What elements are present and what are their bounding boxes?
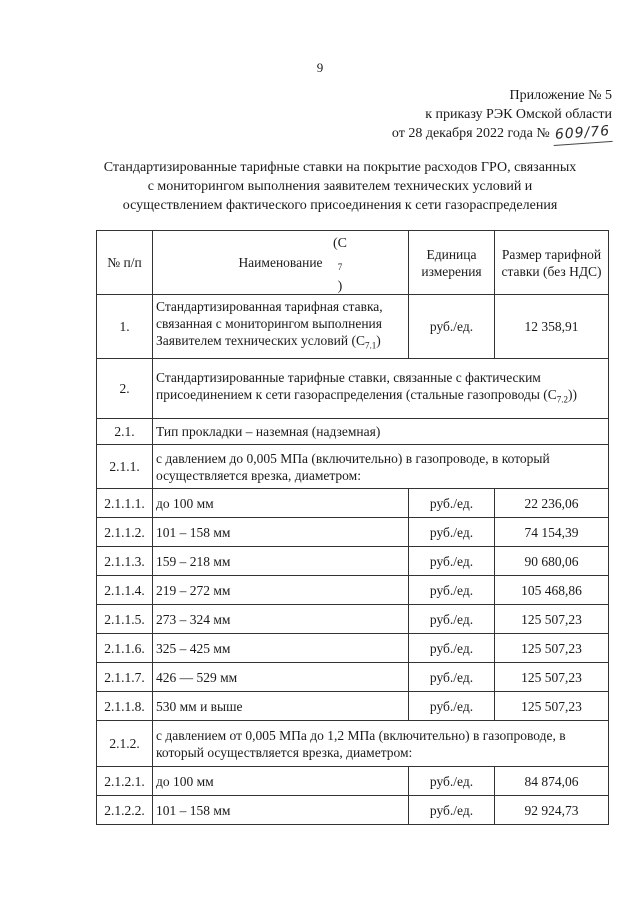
row-name-text: Стандартизированные тарифные ставки, связанные с фактическим присоединением к сети газораспределения (стальные газопроводы [156,369,541,402]
table-row [97,634,609,663]
row-name: Тип прокладки – наземная (надземная) [153,419,609,445]
table-row [97,721,609,767]
title-line-1: Стандартизированные тарифные ставки на покрытие расходов ГРО, связанных [103,160,577,175]
table-row [97,576,609,605]
page-number: 9 [316,60,324,75]
row-num: 2.1.2.2. [97,796,153,825]
appendix-line-2: к приказу РЭК Омской области [425,107,612,122]
row-name: 325 – 425 мм [153,634,409,663]
row-num: 2. [97,359,153,419]
row-num: 2.1.1.6. [97,634,153,663]
row-symbol-sub: 7.1 [364,340,377,351]
appendix-line-1: Приложение № 5 [509,88,612,103]
row-symbol-close: ) [376,333,381,349]
row-value: 125 507,23 [495,634,609,663]
row-name: 159 – 218 мм [153,547,409,576]
row-name-text: Стандартизированная тарифная ставка, связанная с мониторингом выполнения Заявителем технических условий [156,299,383,349]
table-row [97,692,609,721]
title-symbol-close: ) [337,278,343,294]
table-row [97,359,609,419]
row-value: 22 236,06 [495,489,609,518]
table-row [97,767,609,796]
table-row [97,419,609,445]
row-unit: руб./ед. [409,295,495,359]
order-number-handwritten: 609/76 [552,122,613,146]
row-value: 125 507,23 [495,663,609,692]
row-num: 2.1.1.5. [97,605,153,634]
title-symbol: (С [333,236,347,251]
table-row [97,489,609,518]
row-name: с давлением от 0,005 МПа до 1,2 МПа (включительно) в газопроводе, в который осуществляется врезка, диаметром: [153,721,609,767]
table-row [97,445,609,489]
table-row [97,547,609,576]
row-unit: руб./ед. [409,692,495,721]
row-symbol-close: )) [568,386,578,402]
table-row [97,796,609,825]
appendix-line-3 [392,124,612,144]
row-value: 125 507,23 [495,605,609,634]
table-row [97,295,609,359]
row-symbol-sub: 7.2 [556,394,569,405]
header-value: Размер тарифной ставки (без НДС) [495,231,609,295]
table-row [97,605,609,634]
row-num: 2.1.1.4. [97,576,153,605]
row-unit: руб./ед. [409,663,495,692]
appendix-date: от 28 декабря 2022 года № [391,126,550,141]
title-symbol-sub: 7 [337,261,343,272]
row-num: 2.1.1.3. [97,547,153,576]
row-num: 2.1.1.2. [97,518,153,547]
header-unit: Единица измерения [409,231,495,295]
table-row [97,518,609,547]
row-num: 2.1.1.1. [97,489,153,518]
row-unit: руб./ед. [409,489,495,518]
row-name: 273 – 324 мм [153,605,409,634]
row-name: до 100 мм [153,489,409,518]
row-name: 101 – 158 мм [153,518,409,547]
row-name [153,359,609,419]
row-name: 101 – 158 мм [153,796,409,825]
row-num: 2.1. [97,419,153,445]
row-unit: руб./ед. [409,605,495,634]
row-num: 1. [97,295,153,359]
row-name: 530 мм и выше [153,692,409,721]
row-num: 2.1.1. [97,445,153,489]
row-value: 92 924,73 [495,796,609,825]
row-unit: руб./ед. [409,767,495,796]
row-num: 2.1.1.8. [97,692,153,721]
row-value: 90 680,06 [495,547,609,576]
row-value: 74 154,39 [495,518,609,547]
row-name: 219 – 272 мм [153,576,409,605]
row-value: 125 507,23 [495,692,609,721]
row-name [153,295,409,359]
header-name: Наименование [153,231,409,295]
row-value: 12 358,91 [495,295,609,359]
row-value: 105 468,86 [495,576,609,605]
row-unit: руб./ед. [409,547,495,576]
row-unit: руб./ед. [409,576,495,605]
row-unit: руб./ед. [409,634,495,663]
row-name: 426 — 529 мм [153,663,409,692]
table-header-row [97,231,609,295]
row-value: 84 874,06 [495,767,609,796]
row-name: до 100 мм [153,767,409,796]
title-line-2: с мониторингом выполнения заявителем технических условий и [147,179,533,194]
row-symbol: (С [351,333,365,349]
row-symbol: (С [543,386,557,402]
row-num: 2.1.1.7. [97,663,153,692]
tariff-table [96,230,609,825]
row-unit: руб./ед. [409,796,495,825]
appendix-header [392,86,612,144]
row-unit: руб./ед. [409,518,495,547]
title-line-3-text: осуществлением фактического присоединения к сети газораспределения [122,198,558,213]
row-name: с давлением до 0,005 МПа (включительно) в газопроводе, в который осуществляется врезка, диаметром: [153,445,609,489]
row-num: 2.1.2.1. [97,767,153,796]
table-row [97,663,609,692]
row-num: 2.1.2. [97,721,153,767]
header-num: № п/п [97,231,153,295]
